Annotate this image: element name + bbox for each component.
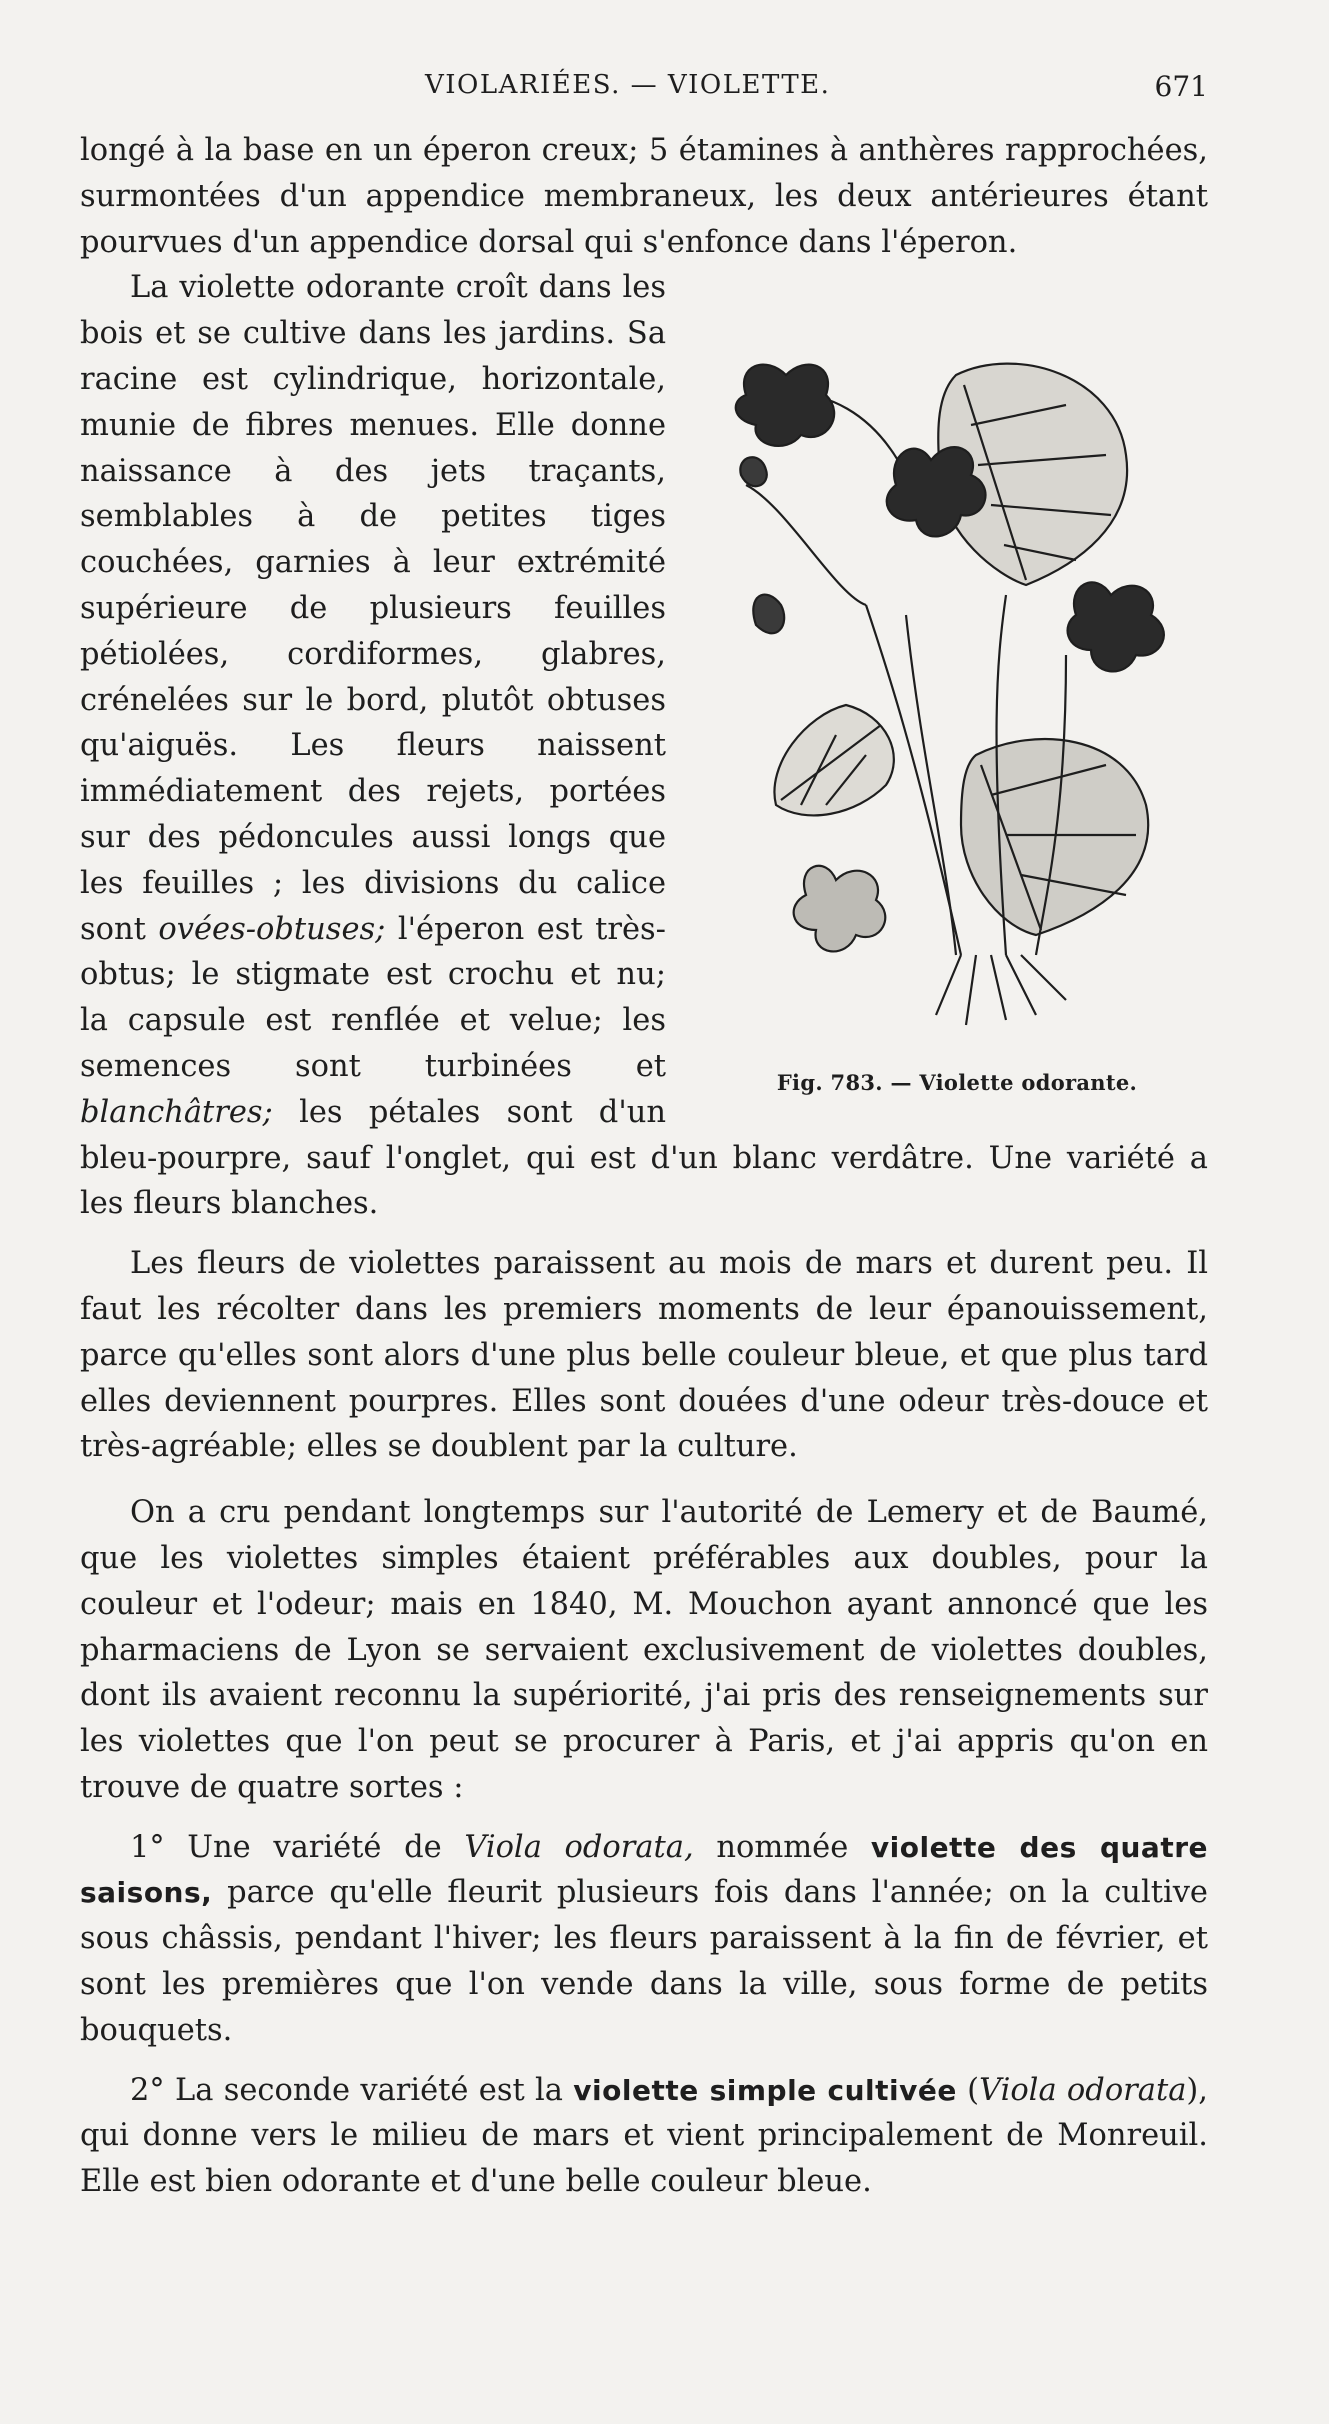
text-run: ), qui donne vers le milieu de mars et vient principalement de Monreuil. Elle est bien odorante et d'une belle couleur bleue. <box>80 2072 1208 2200</box>
italic-run: Viola odorata <box>979 2072 1187 2108</box>
figure-caption: Fig. 783. — Violette odorante. <box>776 1069 1138 1095</box>
text-run: 2° La seconde variété est la <box>130 2072 574 2108</box>
text-run: les pétales sont d'un bleu-pourpre, sauf l'onglet, qui est d'un blanc verdâtre. Une variété a les fleurs blanches. <box>80 1094 1208 1222</box>
page-number: 671 <box>1154 70 1208 103</box>
italic-run: Viola odorata, <box>464 1829 694 1865</box>
paragraph-continuation: longé à la base en un éperon creux; 5 étamines à anthères rapprochées, surmontées d'un appendice membraneux, les deux antérieures étant pourvues d'un appendice dorsal qui s'enfonce dans l'éperon. <box>80 133 1208 260</box>
bold-run: violette des quatre saisons, <box>80 1830 1209 1910</box>
page-body <box>80 128 1208 2205</box>
paragraph-variety-1 <box>80 1825 1208 2054</box>
text-run: l'éperon est très-obtus; le stigmate est crochu et nu; la capsule est renflée et velue; les semences sont turbinées et <box>80 911 666 1084</box>
running-title: VIOLARIÉES. — VIOLETTE. <box>425 70 831 100</box>
italic-run: blanchâtres; <box>80 1094 273 1130</box>
paragraph-varieties-intro: On a cru pendant longtemps sur l'autorité de Lemery et de Baumé, que les violettes simples étaient préférables aux doubles, pour la couleur et l'odeur; mais en 1840, M. Mouchon ayant annoncé que les pharmaciens de Lyon se servaient exclusivement de violettes doubles, dont ils avaient reconnu la supériorité, j'ai pris des renseignements sur les violettes que l'on peut se procurer à Paris, et j'ai appris qu'on en trouve de quatre sortes : <box>80 1495 1208 1805</box>
bold-run: violette simple cultivée <box>573 2073 957 2107</box>
paragraph-flowering: Les fleurs de violettes paraissent au mois de mars et durent peu. Il faut les récolter dans les premiers moments de leur épanouissement, parce qu'elles sont alors d'une plus belle couleur bleue, et que plus tard elles deviennent pourpres. Elles sont douées d'une odeur très-douce et très-agréable; elles se doublent par la culture. <box>80 1246 1208 1465</box>
text-run: parce qu'elle fleurit plusieurs fois dans l'année; on la cultive sous châssis, pendant l'hiver; les fleurs paraissent à la fin de février, et sont les premières que l'on vende dans la ville, sous forme de petits bouquets. <box>80 1875 1208 2048</box>
text-run: La violette odorante croît dans les bois et se cultive dans les jardins. Sa racine est cylindrique, horizontale, munie de fibres menues. Elle donne naissance à des jets traçants, semblables à de petites tiges couchées, garnies à leur extrémité supérieure de plusieurs feuilles pétiolées, cordiformes, glabres, crénelées sur le bord, plutôt obtuses qu'aiguës. Les fleurs naissent immédiatement des rejets, portées sur des pédoncules aussi longs que les feuilles ; les divisions du calice sont <box>80 270 666 947</box>
violet-plant-illustration-icon <box>706 335 1208 1035</box>
running-header <box>80 62 1208 112</box>
figure-violet <box>706 335 1208 1115</box>
text-run: ( <box>956 2072 980 2108</box>
text-run: 1° Une variété de <box>130 1829 465 1865</box>
italic-run: ovées-obtuses; <box>158 911 386 947</box>
paragraph-variety-2 <box>80 2068 1208 2205</box>
text-run: nommée <box>693 1829 871 1865</box>
